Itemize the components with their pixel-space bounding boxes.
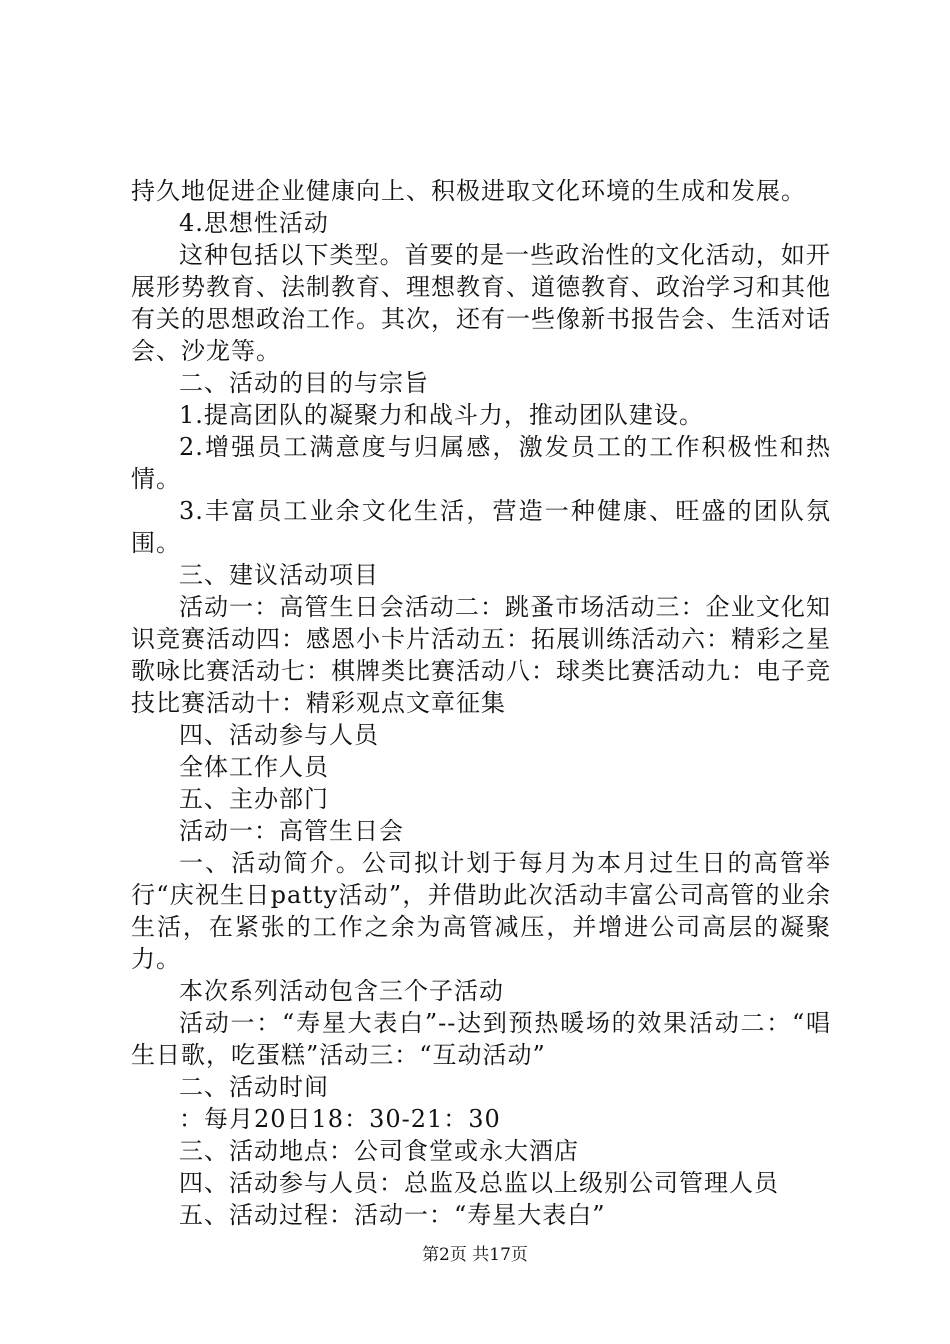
paragraph: ：每月20日18：30-21：30 — [179, 1105, 501, 1133]
paragraph: 活动一：高管生日会 — [179, 817, 404, 845]
paragraph: 全体工作人员 — [179, 753, 329, 781]
paragraph: 一、活动简介。公司拟计划于每月为本月过生日的高管举行“庆祝生日patty活动”，并借助此次活动丰富公司高管的业余生活，在紧张的工作之余为高管减压，并增进公司高层的凝聚力。 — [131, 849, 831, 973]
page-number-footer: 第2页 共17页 — [422, 1245, 528, 1265]
section-heading: 五、主办部门 — [179, 785, 329, 813]
paragraph: 活动一：“寿星大表白”--达到预热暖场的效果活动二：“唱生日歌，吃蛋糕”活动三：“互动活动” — [131, 1009, 831, 1069]
section-heading: 四、活动参与人员 — [179, 721, 379, 749]
paragraph: 活动一：高管生日会活动二：跳蚤市场活动三：企业文化知识竞赛活动四：感恩小卡片活动五：拓展训练活动六：精彩之星歌咏比赛活动七：棋牌类比赛活动八：球类比赛活动九：电子竞技比赛活动十：精彩观点文章征集 — [131, 593, 831, 717]
paragraph: 四、活动参与人员：总监及总监以上级别公司管理人员 — [179, 1169, 779, 1197]
paragraph: 2.增强员工满意度与归属感，激发员工的工作积极性和热情。 — [131, 433, 831, 493]
paragraph: 五、活动过程：活动一：“寿星大表白” — [179, 1201, 606, 1229]
paragraph: 3.丰富员工业余文化生活，营造一种健康、旺盛的团队氛围。 — [131, 497, 831, 557]
paragraph: 本次系列活动包含三个子活动 — [179, 977, 504, 1005]
section-heading: 三、建议活动项目 — [179, 561, 379, 589]
section-heading: 二、活动的目的与宗旨 — [179, 369, 429, 397]
section-heading: 二、活动时间 — [179, 1073, 329, 1101]
paragraph: 1.提高团队的凝聚力和战斗力，推动团队建设。 — [179, 401, 704, 429]
paragraph: 这种包括以下类型。首要的是一些政治性的文化活动，如开展形势教育、法制教育、理想教育、道德教育、政治学习和其他有关的思想政治工作。其次，还有一些像新书报告会、生活对话会、沙龙等。 — [131, 241, 831, 365]
document-body — [131, 175, 831, 1231]
paragraph: 4.思想性活动 — [179, 209, 329, 237]
paragraph: 三、活动地点：公司食堂或永大酒店 — [179, 1137, 579, 1165]
paragraph: 持久地促进企业健康向上、积极进取文化环境的生成和发展。 — [131, 177, 806, 205]
